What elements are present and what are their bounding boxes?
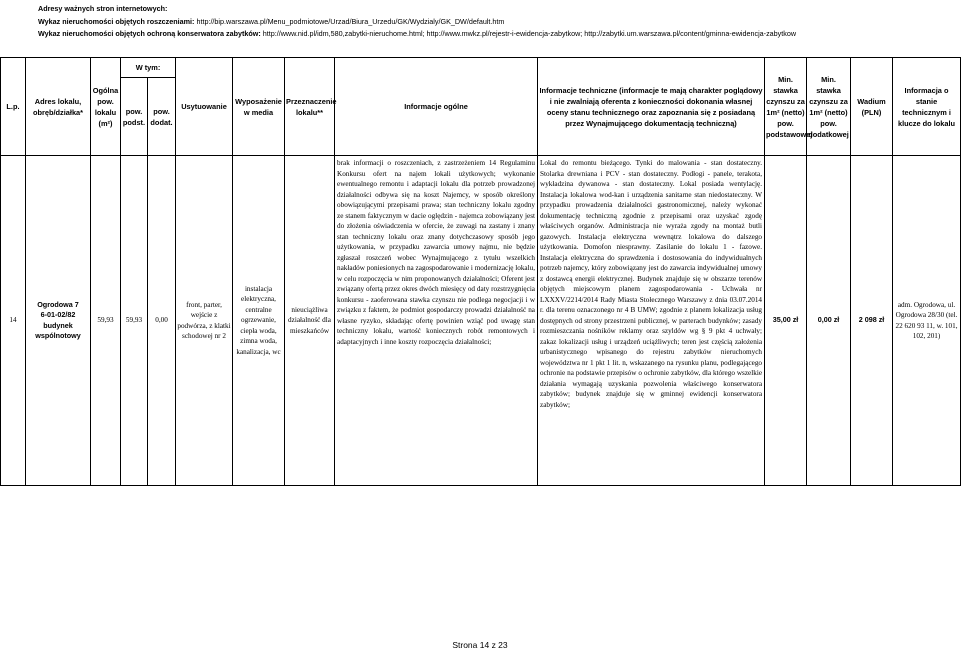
page-number: Strona 14 z 23 bbox=[452, 640, 508, 650]
cell-pow-podst: 59,93 bbox=[121, 156, 148, 486]
cell-przeznaczenie: nieuciążliwa działalność dla mieszkańców bbox=[285, 156, 335, 486]
cell-pow-dodat: 0,00 bbox=[148, 156, 176, 486]
cell-lp: 14 bbox=[1, 156, 26, 486]
cell-info-ogolne: brak informacji o roszczeniach, z zastrzeżeniem 14 Regulaminu Konkursu ofert na najem lokali użytkowych; wykonanie ewentualnego remontu i adaptacji lokalu dla potrzeb prowadzonej działalności odbywa się na koszt Najemcy, w sposób określony obowiązującymi przepisami prawa; stan techniczny lokalu zgodny ze stanem faktycznym w dacie oględzin - najemca zobowiązany jest do złożenia oświadczenia w ofercie, że zuwagi na zastany i znany stan techniczny lokalu oraz znany dotychczasowy sposób jego użytkowania, w przypadku zawarcia umowy najmu, nie będzie zgłaszał roszczeń wobec Wynajmującego z tytułu wszelkich nakładów poniesionych na zagospodarowanie i modernizację lokalu, w celu rozpoczęcia w nim proponowanych działalności; Oferent jest związany ofertą przez okres dwóch miesięcy od daty rozstrzygnięcia konkursu - zaoferowana stawka czynszu nie podlega negocjacji i w związku z faktem, że podmiot gospodarczy prowadzi działalność na własne ryzyko, składając ofertę powinien wziąć pod uwagę stan techniczny lokalu, wartość koniecznych robót remontowych i adaptacyjnych i inne koszty rozpoczęcia działalności; bbox=[335, 156, 538, 486]
cell-min-stawka-dodat: 0,00 zł bbox=[807, 156, 851, 486]
col-w-tym: W tym: bbox=[121, 58, 176, 78]
col-usytuowanie: Usytuowanie bbox=[176, 58, 233, 156]
property-table bbox=[0, 57, 961, 486]
col-ogolna: Ogólna pow. lokalu (m²) bbox=[91, 58, 121, 156]
col-wadium: Wadium (PLN) bbox=[851, 58, 893, 156]
table-row bbox=[1, 156, 961, 486]
col-pow-podst: pow. podst. bbox=[121, 78, 148, 156]
col-info-techniczne: Informacje techniczne (informacje te mają charakter poglądowy i nie zwalniają oferenta z konieczności dokonania własnej oceny stanu technicznego oraz zapoznania się z posiadaną przez Wynajmującego dokumentacją techniczną) bbox=[538, 58, 765, 156]
col-adres: Adres lokalu, obręb/działka* bbox=[26, 58, 91, 156]
cell-wyposazenie: instalacja elektryczna, centralne ogrzewanie, ciepła woda, zimna woda, kanalizacja, wc bbox=[233, 156, 285, 486]
header-block bbox=[38, 3, 796, 41]
col-min-stawka: Min. stawka czynszu za 1m² (netto) pow. podstawowej bbox=[765, 58, 807, 156]
roszczenia-label: Wykaz nieruchomości objętych roszczeniami: bbox=[38, 16, 195, 26]
cell-adres bbox=[26, 156, 91, 486]
col-wyposazenie: Wyposażenie w media bbox=[233, 58, 285, 156]
adres-typ: budynek wspólnotowy bbox=[35, 320, 81, 340]
cell-usytuowanie: front, parter, wejście z podwórza, z klatki schodowej nr 2 bbox=[176, 156, 233, 486]
cell-info-techniczne: Lokal do remontu bieżącego. Tynki do malowania - stan dostateczny. Stolarka drewniana i PCV - stan dostateczny. Podłogi - panele, terakota, wykładzina dywanowa - stan dostateczny. Lokal posiada wentylację. Instalacja lokalowa wod-kan i urządzenia sanitarne stan niedostateczny. W przypadku prowadzenia działalności gastronomicznej, należy wykonać dokumentację techniczną zgodnie z przepisami oraz uzyskać zgodę właściwych organów. Administracja nie wyraża zgody na montaż butli gazowych. Instalacja elektryczna wewnątrz lokalowa do dalszego użytkowania. Domofon niesprawny. Zasilanie do lokalu 1 - fazowe. Instalacja elektryczna do sprawdzenia i dostosowania do indywidualnych potrzeb najemcy, który zobowiązany jest do zawarcia indywidualnej umowy z dostawcą energii elektrycznej. Budynek znajduje się w obszarze terenów objętych miejscowym planem zagospodarowania - Uchwała nr LXXXV/2214/2014 Rady Miasta Stołecznego Warszawy z dnia 03.07.2014 r. dla terenu oznaczonego nr 4 B UMW; zgodnie z planem lokalizacja usług dostępnych od strony przestrzeni publicznej, w parterach budynków; zasady rozmieszczania nośników reklamy oraz szyldów wg § 9 pkt 4 uchwały; zakaz lokalizacji usług i urządzeń uciążliwych; teren jest częścią założenia urbanistycznego wpisanego do rejestru zabytków nieruchomych województwa nr 1 pkt 1 lit. n, wskazanego na rysunku planu, podlegającego ochronie na podstawie przepisów o ochronie zabytków, dla którego wszelkie działania wymagają uzyskania pozwolenia właściwego konserwatora zabytków; budynek znajduje się w gminnej ewidencji konserwatora zabytków; bbox=[538, 156, 765, 486]
col-info-stan: Informacja o stanie technicznym i klucze do lokalu bbox=[893, 58, 961, 156]
cell-info-stan: adm. Ogrodowa, ul. Ogrodowa 28/30 (tel. 22 620 93 11, w. 101, 102, 201) bbox=[893, 156, 961, 486]
zabytki-links[interactable]: http://www.nid.pl/idm,580,zabytki-nieruchome.html; http://www.mwkz.pl/rejestr-i-ewidencja-zabytkow; http://zabytki.um.warszawa.pl/content/gminna-ewidencja-zabytkow bbox=[262, 29, 797, 38]
cell-wadium: 2 098 zł bbox=[851, 156, 893, 486]
col-min-stawka-dodat: Min. stawka czynszu za 1m² (netto) pow. dodatkowej bbox=[807, 58, 851, 156]
zabytki-label: Wykaz nieruchomości objętych ochroną konserwatora zabytków: bbox=[38, 29, 261, 38]
adres-dzialka: 6-01-02/82 bbox=[40, 310, 76, 319]
col-lp: L.p. bbox=[1, 58, 26, 156]
cell-ogolna: 59,93 bbox=[91, 156, 121, 486]
col-info-ogolne: Informacje ogólne bbox=[335, 58, 538, 156]
cell-min-stawka: 35,00 zł bbox=[765, 156, 807, 486]
col-pow-dodat: pow. dodat. bbox=[148, 78, 176, 156]
header-title: Adresy ważnych stron internetowych: bbox=[38, 4, 168, 13]
adres-street: Ogrodowa 7 bbox=[37, 299, 79, 309]
col-przeznaczenie: Przeznaczenie lokalu** bbox=[285, 58, 335, 156]
roszczenia-link[interactable]: http://bip.warszawa.pl/Menu_podmiotowe/Urzad/Biura_Urzedu/GK/Wydzialy/GK_DW/default.htm bbox=[196, 16, 505, 26]
